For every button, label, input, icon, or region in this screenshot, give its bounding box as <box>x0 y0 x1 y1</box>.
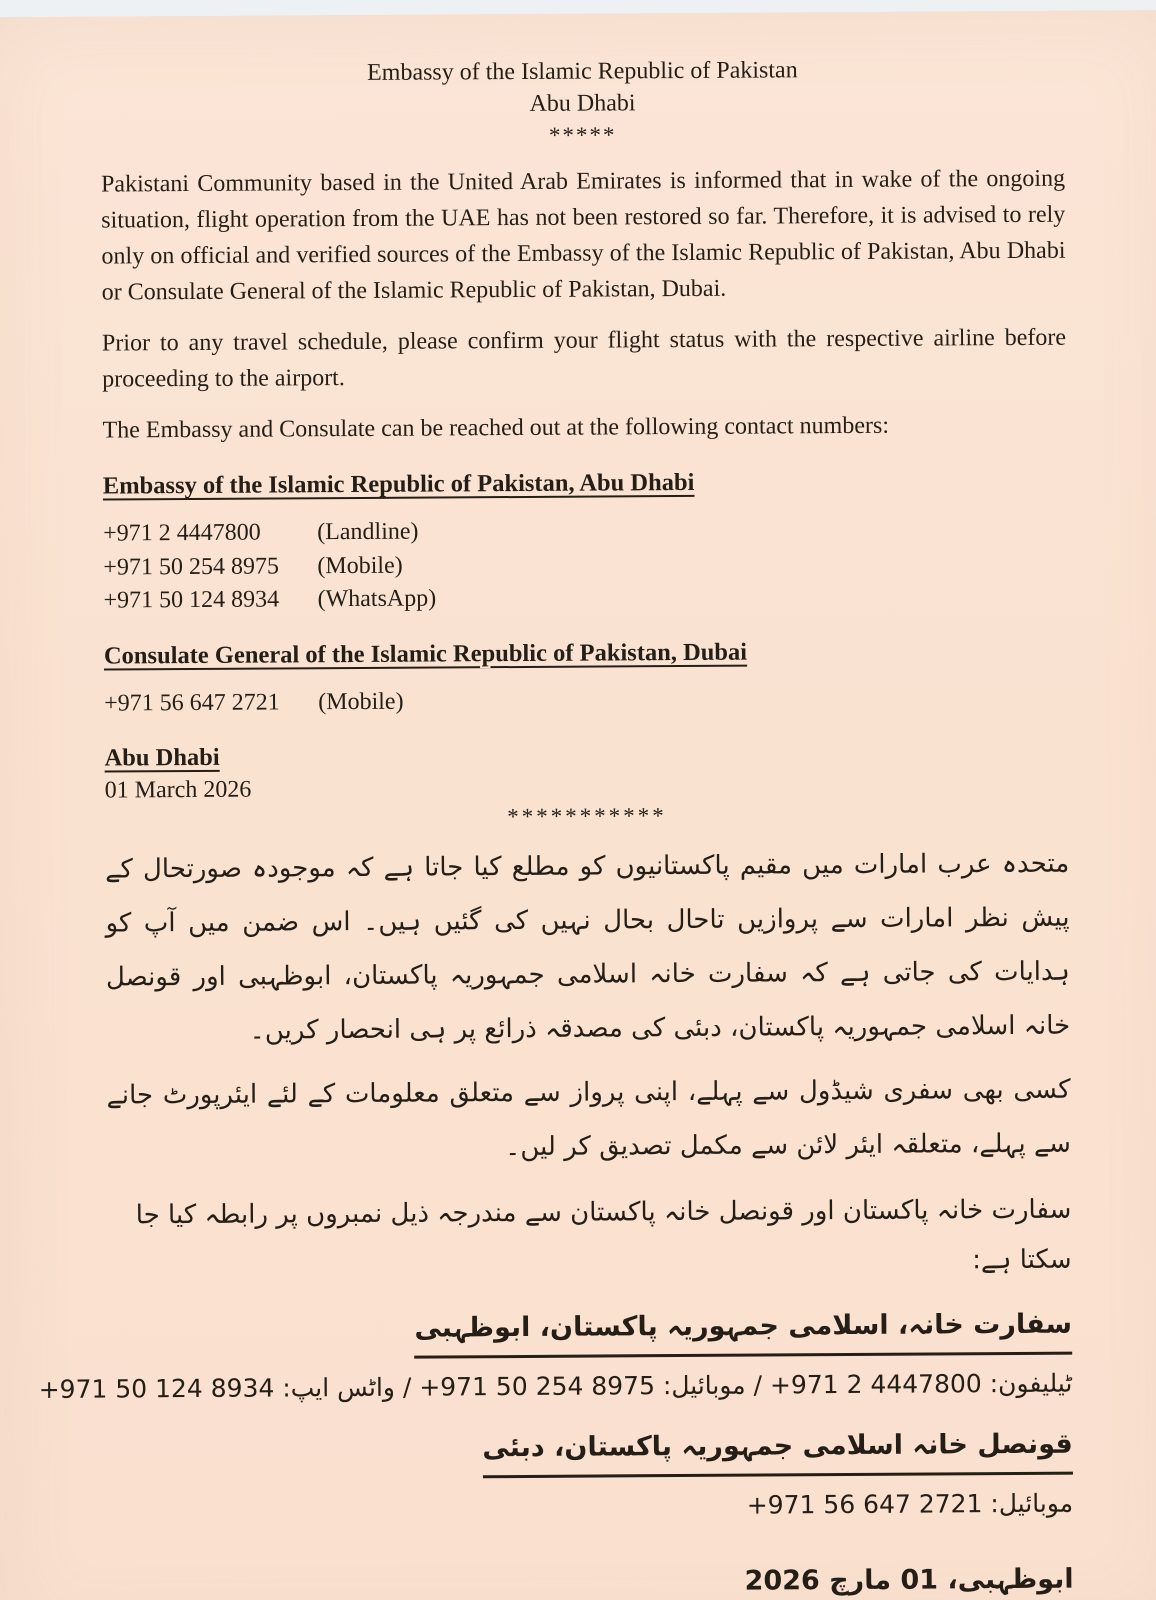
embassy-mobile-label: (Mobile) <box>317 552 403 579</box>
consulate-mobile-number: +971 56 647 2721 <box>104 688 280 717</box>
embassy-landline-label: (Landline) <box>317 518 419 546</box>
urdu-consulate-phone-line: موبائیل: ‎+971 56 647 2721‎ <box>746 1488 1074 1520</box>
signature-block <box>104 737 1068 807</box>
urdu-section <box>38 837 1074 1600</box>
english-paragraph-flight-notice: Pakistani Community based in the United Arab Emirates is informed that in wake of the ongoing situation, flight operation from the UAE has not been restored so far. Therefore, it is advised to rely only on official and verified sources of the Embassy of the Islamic Republic of Pakistan, Abu Dhabi or Consulate General of the Islamic Republic of Pakistan, Dubai. <box>100 165 1066 306</box>
consulate-dubai-heading: Consulate General of the Islamic Republic of Pakistan, Dubai <box>103 638 748 670</box>
embassy-abudhabi-heading: Embassy of the Islamic Republic of Pakistan, Abu Dhabi <box>102 468 695 500</box>
consulate-mobile-row <box>104 681 1068 720</box>
urdu-paragraph-travel-advice: کسی بھی سفری شیڈول سے پہلے، اپنی پرواز سے متعلق معلومات کے لئے ایئرپورٹ جانے سے پہلے، متعلقہ ایئر لائن سے مکمل تصدیق کر لیں۔ <box>106 1074 1072 1163</box>
embassy-landline-number: +971 2 4447800 <box>103 519 261 547</box>
english-paragraph-contact-intro: The Embassy and Consulate can be reached out at the following contact numbers: <box>102 412 890 444</box>
document-subtitle: Abu Dhabi <box>529 90 636 117</box>
embassy-whatsapp-number: +971 50 124 8934 <box>103 586 280 614</box>
urdu-embassy-abudhabi-heading: سفارت خانہ، اسلامی جمہوریہ پاکستان، ابوظہبی <box>108 1303 1072 1361</box>
document-title: Embassy of the Islamic Republic of Pakistan <box>366 57 798 86</box>
signature-date: 01 March 2026 <box>104 776 252 804</box>
embassy-mobile-number: +971 50 254 8975 <box>103 552 280 581</box>
consulate-phone-list <box>104 681 1068 720</box>
urdu-embassy-phones-line: ٹیلیفون: ‎+971 2 4447800‎ / موبائیل: ‎+971 50 254 8975‎ / واٹس ایپ: ‎+971 50 124 8934‎ <box>38 1368 1073 1404</box>
section-stars-divider: *********** <box>507 803 667 830</box>
embassy-whatsapp-label: (WhatsApp) <box>317 585 437 613</box>
urdu-signature-place-date: ابوظہبی، 01 مارچ 2026 <box>109 1559 1073 1600</box>
urdu-consulate-dubai-heading: قونصل خانہ اسلامی جمہوریہ پاکستان، دبئی <box>109 1423 1073 1481</box>
english-paragraph-travel-advice: Prior to any travel schedule, please confirm your flight status with the respective airline before proceeding to the airport. <box>101 324 1067 393</box>
urdu-paragraph-contact-intro: سفارت خانہ پاکستان اور قونصل خانہ پاکستان سے مندرجہ ذیل نمبروں پر رابطہ کیا جا سکتا ہے: <box>135 1194 1072 1276</box>
consulate-mobile-label: (Mobile) <box>318 688 404 715</box>
document-header <box>100 53 1065 152</box>
embassy-whatsapp-row <box>103 579 1067 618</box>
document-content <box>0 10 1156 1600</box>
embassy-phone-list <box>103 512 1068 618</box>
header-stars-divider: ***** <box>548 122 617 148</box>
document-paper <box>0 10 1156 1600</box>
signature-place: Abu Dhabi <box>104 743 220 772</box>
urdu-paragraph-flight-notice: متحدہ عرب امارات میں مقیم پاکستانیوں کو مطلع کیا جاتا ہے کہ موجودہ صورتحال کے پیش نظر امارات سے پروازیں تاحال بحال نہیں کی گئیں ہیں۔ اس ضمن میں آپ کو ہدایات کی جاتی ہے کہ سفارت خانہ اسلامی جمہوریہ پاکستان، ابوظہبی اور قونصل خانہ اسلامی جمہوریہ پاکستان، دبئی کی مصدقہ ذرائع پر ہی انحصار کریں۔ <box>105 848 1071 1046</box>
